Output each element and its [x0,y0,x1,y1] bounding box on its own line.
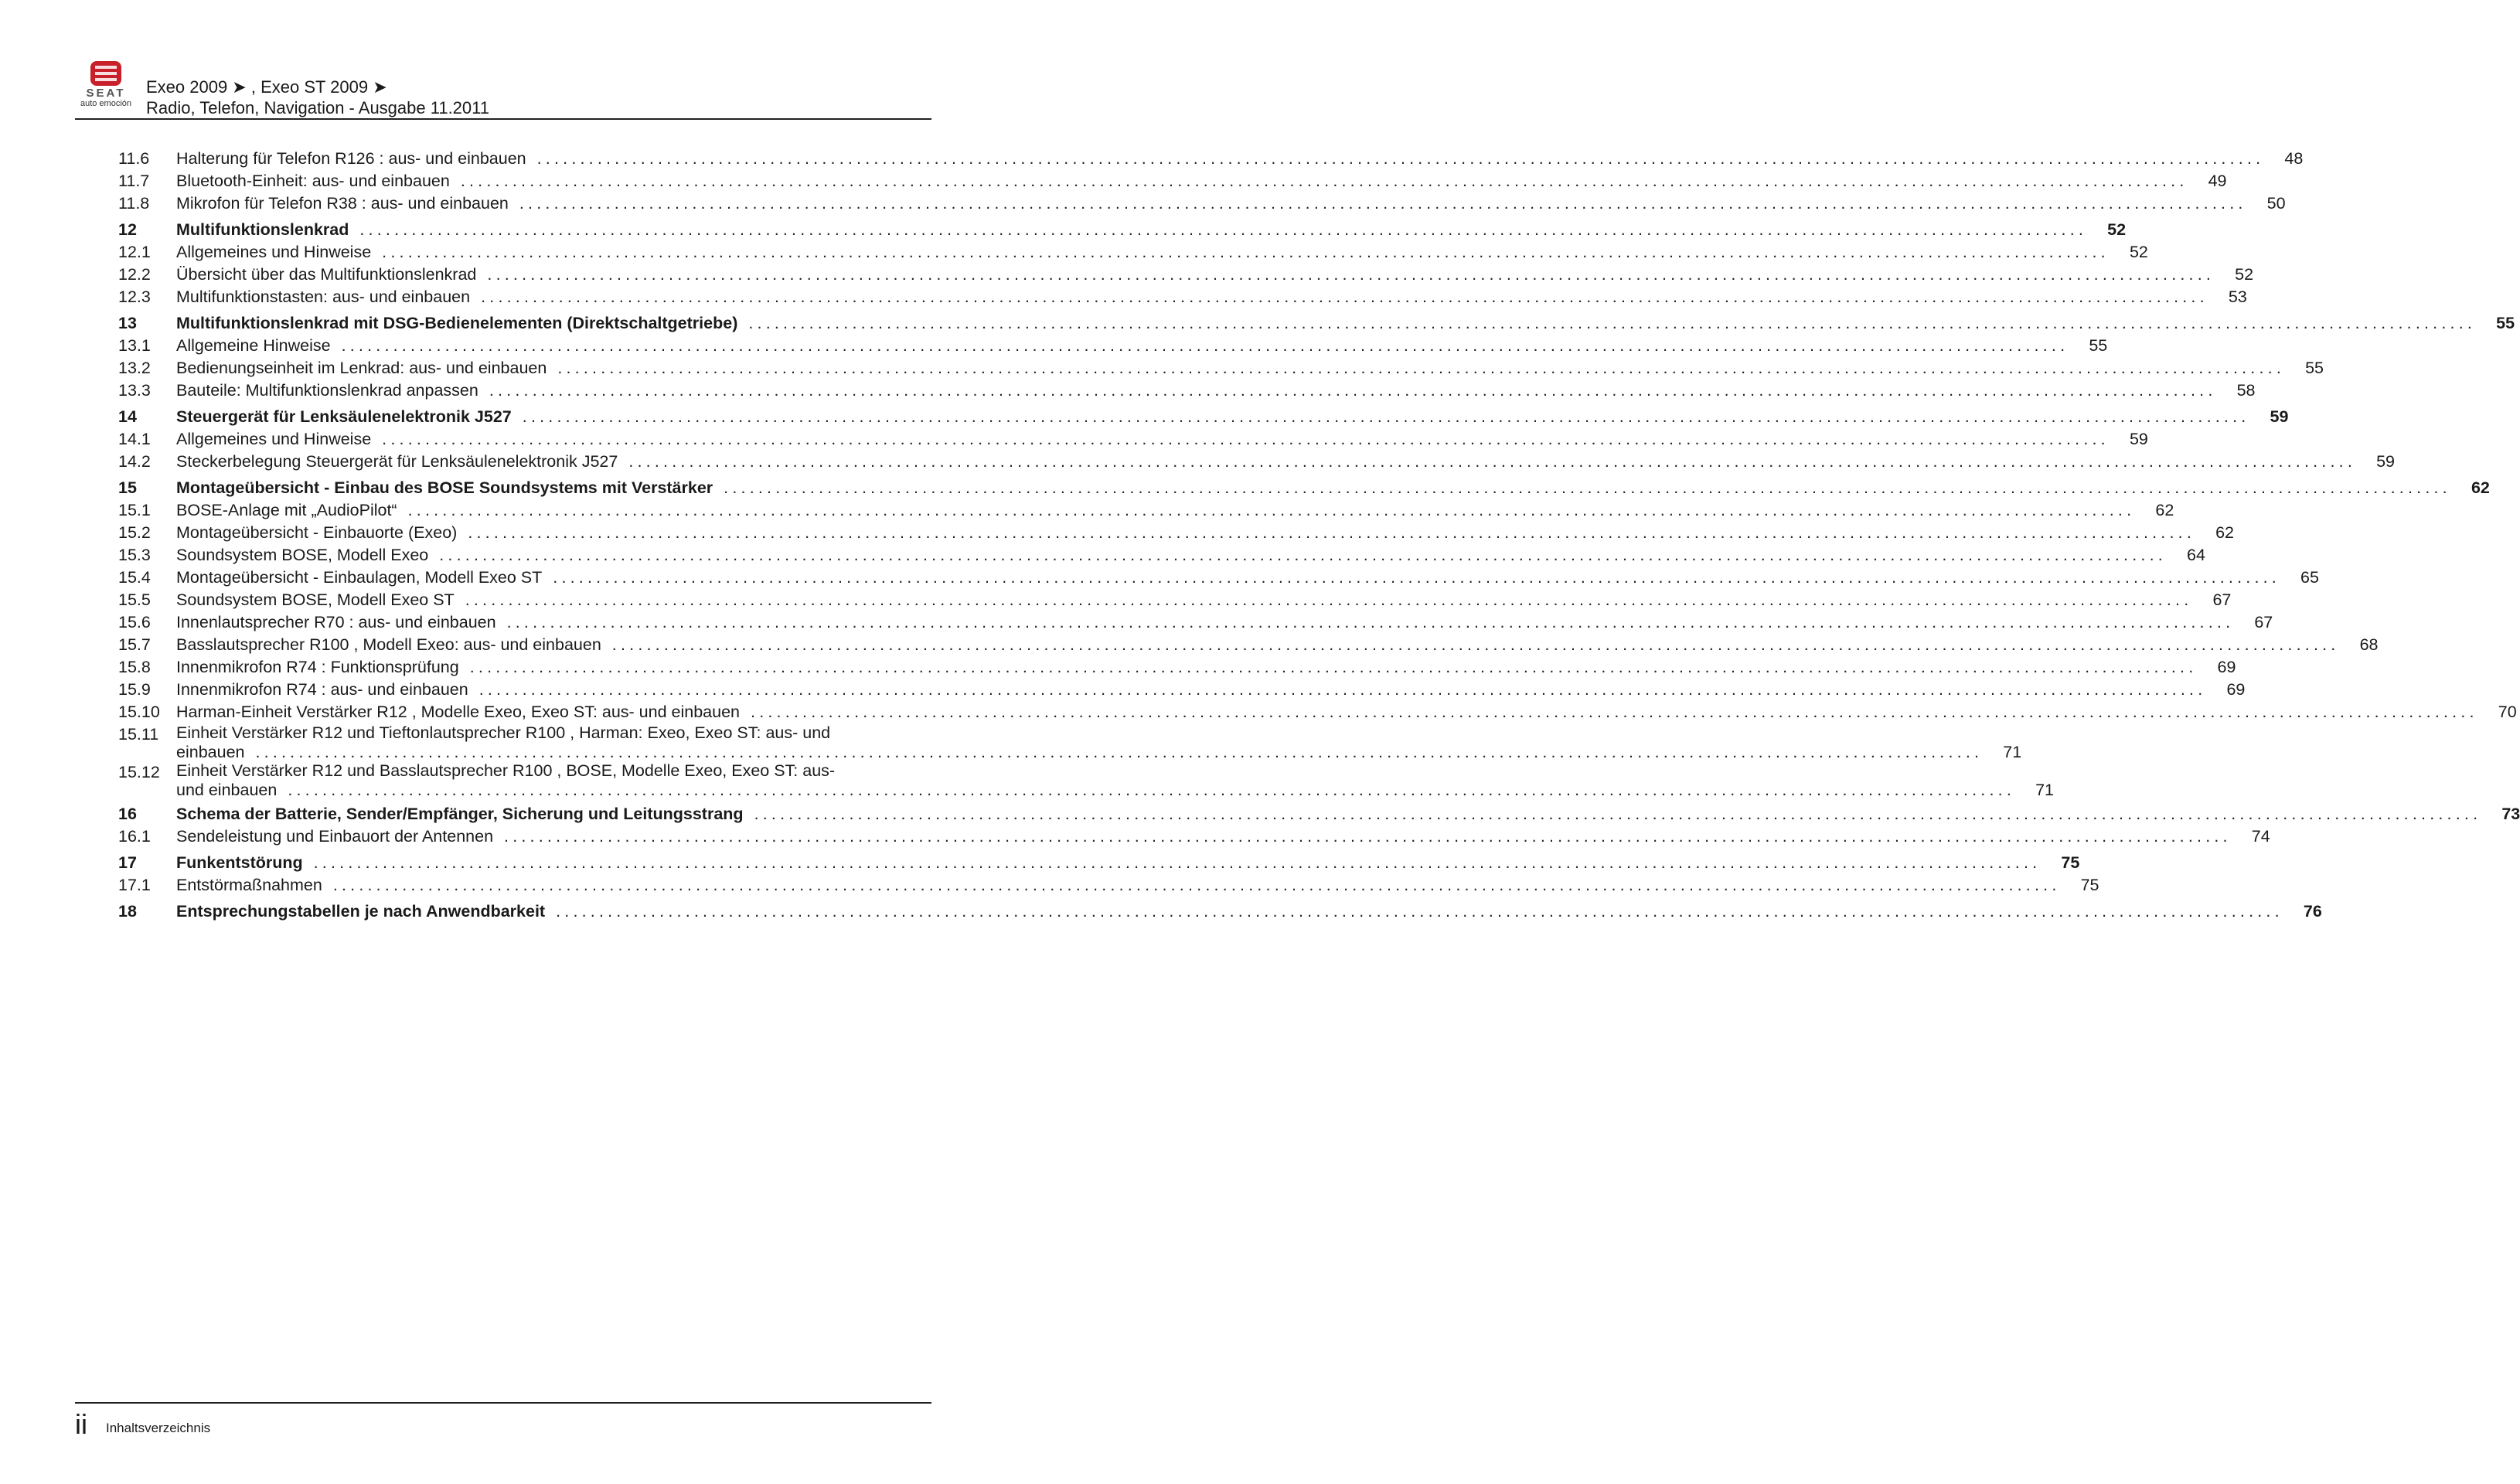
toc-section-entry[interactable] [118,589,2232,611]
toc-entry-page: 76 [2303,902,2322,921]
toc-section-entry[interactable] [118,544,2205,567]
toc-entry-number: 15.9 [118,680,151,699]
toc-entry-number: 15 [118,478,137,497]
toc-entry-title: Sendeleistung und Einbauort der Antennen [176,827,494,846]
toc-chapter-entry[interactable] [118,312,2515,335]
dot-leader: ........................................................................................................................................................................................................ [465,591,2193,609]
dot-leader: ........................................................................................................................................................................................................ [332,876,2061,894]
toc-entry-title: Bauteile: Multifunktionslenkrad anpassen [176,381,478,400]
toc-entry-page: 73 [2501,805,2520,823]
toc-entry-title: Innenmikrofon R74 : Funktionsprüfung [176,658,459,676]
dot-leader: ........................................................................................................................................................................................................ [359,220,2088,239]
toc-entry-title: Allgemeines und Hinweise [176,430,372,448]
footer-divider [75,1402,931,1404]
toc-entry-number: 16.1 [118,827,151,846]
dot-leader: ........................................................................................................................................................................................................ [557,359,2286,377]
toc-entry-title: Harman-Einheit Verstärker R12 , Modelle Exeo, Exeo ST: aus- und einbauen [176,703,741,721]
toc-entry-page: 48 [2284,149,2304,168]
toc-section-entry[interactable] [118,634,2379,656]
toc-entry-title: BOSE-Anlage mit „AudioPilot“ [176,501,397,519]
toc-entry-number: 17 [118,853,137,872]
toc-entry-number: 15.7 [118,635,151,654]
toc-section-entry[interactable] [118,825,2270,848]
toc-entry-page: 59 [2270,407,2289,426]
toc-entry-number: 15.11 [118,725,159,744]
toc-entry-page: 71 [2035,781,2055,799]
dot-leader: ........................................................................................................................................................................................................ [556,902,2283,921]
dot-leader: ........................................................................................................................................................................................................ [504,827,2232,846]
toc-entry-page: 69 [2217,658,2236,676]
toc-entry-number: 14.1 [118,430,151,448]
dot-leader: ........................................................................................................................................................................................................ [487,265,2215,284]
footer-page-number: ii [75,1408,87,1440]
toc-section-entry[interactable] [118,264,2254,286]
toc-section-entry[interactable] [118,148,2304,170]
toc-entry-page: 74 [2251,827,2270,846]
toc-entry-page: 55 [2496,314,2515,332]
dot-leader: ........................................................................................................................................................................................................ [469,658,2198,676]
document-title: Exeo 2009 ➤ , Exeo ST 2009 ➤ [146,77,387,97]
toc-section-entry[interactable] [118,611,2273,634]
toc-entry-number: 15.8 [118,658,151,676]
toc-entry-number: 12.2 [118,265,151,284]
dot-leader: ........................................................................................................................................................................................................ [536,149,2265,168]
toc-entry-page: 52 [2235,265,2254,284]
dot-leader: ........................................................................................................................................................................................................ [439,546,2167,564]
toc-entry-page: 59 [2129,430,2148,448]
toc-entry-title: Soundsystem BOSE, Modell Exeo [176,546,429,564]
toc-entry-page: 50 [2266,194,2286,213]
toc-entry-number: 14.2 [118,452,151,471]
toc-entry-number: 17.1 [118,876,151,894]
toc-chapter-entry[interactable] [118,406,2289,428]
dot-leader: ........................................................................................................................................................................................................ [489,381,2217,400]
dot-leader: ........................................................................................................................................................................................................ [255,743,1984,761]
toc-entry-number: 15.2 [118,523,151,542]
toc-entry-page: 68 [2359,635,2379,654]
toc-entry-title: Allgemeines und Hinweise [176,243,372,261]
toc-entry-number: 15.5 [118,591,151,609]
toc-section-entry[interactable] [118,170,2227,192]
toc-entry-number: 13.3 [118,381,151,400]
toc-entry-page: 62 [2155,501,2174,519]
dot-leader: ........................................................................................................................................................................................................ [468,523,2195,542]
toc-entry-number: 18 [118,902,137,921]
dot-leader: ........................................................................................................................................................................................................ [481,288,2208,306]
toc-entry-title: Steuergerät für Lenksäulenelektronik J527 [176,407,512,426]
toc-entry-page: 55 [2305,359,2324,377]
toc-entry-number: 11.8 [118,194,150,213]
toc-entry-number: 15.3 [118,546,151,564]
toc-entry-title: Schema der Batterie, Sender/Empfänger, Sicherung und Leitungsstrang [176,805,744,823]
toc-entry-title-continued: einbauen [176,743,245,761]
toc-entry-page: 67 [2254,613,2273,631]
toc-entry-number: 15.1 [118,501,151,519]
dot-leader: ........................................................................................................................................................................................................ [313,853,2042,872]
header-divider [75,118,931,120]
toc-entry-title: Soundsystem BOSE, Modell Exeo ST [176,591,455,609]
seat-emblem-icon [89,60,123,87]
toc-entry-number: 15.12 [118,763,160,781]
toc-entry-page: 69 [2226,680,2246,699]
toc-entry-title: Allgemeine Hinweise [176,336,331,355]
toc-section-entry[interactable] [118,241,2148,264]
toc-entry-number: 13 [118,314,137,332]
dot-leader: ........................................................................................................................................................................................................ [288,781,2016,799]
toc-entry-number: 12.3 [118,288,151,306]
toc-entry-page: 52 [2107,220,2127,239]
dot-leader: ........................................................................................................................................................................................................ [724,478,2451,497]
toc-entry-number: 13.2 [118,359,151,377]
toc-entry-page: 67 [2212,591,2232,609]
toc-entry-title: Entstörmaßnahmen [176,876,322,894]
toc-section-entry[interactable] [118,567,2319,589]
toc-entry-page: 75 [2080,876,2099,894]
dot-leader: ........................................................................................................................................................................................................ [478,680,2207,699]
dot-leader: ........................................................................................................................................................................................................ [519,194,2247,213]
dot-leader: ........................................................................................................................................................................................................ [341,336,2069,355]
toc-section-entry[interactable] [118,656,2236,679]
toc-section-entry[interactable] [118,679,2246,701]
toc-entry-number: 14 [118,407,137,426]
toc-entry-number: 12 [118,220,137,239]
toc-entry-title: Multifunktionslenkrad [176,220,349,239]
toc-section-entry[interactable] [118,761,2055,799]
toc-entry-title: Mikrofon für Telefon R38 : aus- und einbauen [176,194,509,213]
dot-leader: ........................................................................................................................................................................................................ [611,635,2340,654]
toc-entry-number: 11.6 [118,149,150,168]
table-of-contents [118,148,2520,923]
dot-leader: ........................................................................................................................................................................................................ [522,407,2250,426]
toc-entry-title: Steckerbelegung Steuergerät für Lenksäulenelektronik J527 [176,452,618,471]
toc-entry-title-continued: und einbauen [176,781,278,799]
toc-entry-title: Multifunktionstasten: aus- und einbauen [176,288,471,306]
toc-section-entry[interactable] [118,428,2148,451]
page-header [75,60,931,119]
toc-entry-title: Einheit Verstärker R12 und Tieftonlautsprecher R100 , Harman: Exeo, Exeo ST: aus- und [176,723,831,742]
toc-entry-page: 70 [2498,703,2517,721]
toc-entry-number: 15.6 [118,613,151,631]
toc-entry-title: Entsprechungstabellen je nach Anwendbarkeit [176,902,546,921]
toc-entry-title: Funkentstörung [176,853,303,872]
toc-entry-page: 55 [2089,336,2108,355]
toc-entry-page: 75 [2061,853,2080,872]
dot-leader: ........................................................................................................................................................................................................ [506,613,2235,631]
toc-chapter-entry[interactable] [118,852,2080,874]
logo-tagline: auto emoción [80,99,132,108]
dot-leader: ........................................................................................................................................................................................................ [751,703,2478,721]
toc-entry-page: 59 [2376,452,2396,471]
toc-section-entry[interactable] [118,522,2234,544]
toc-section-entry[interactable] [118,192,2286,215]
dot-leader: ........................................................................................................................................................................................................ [754,805,2482,823]
toc-entry-title: Bluetooth-Einheit: aus- und einbauen [176,172,450,190]
toc-entry-page: 62 [2215,523,2234,542]
toc-chapter-entry[interactable] [118,900,2322,923]
toc-entry-number: 15.10 [118,703,160,721]
toc-entry-title: Montageübersicht - Einbau des BOSE Soundsystems mit Verstärker [176,478,713,497]
toc-entry-page: 49 [2208,172,2227,190]
toc-entry-number: 13.1 [118,336,151,355]
toc-section-entry[interactable] [118,723,2022,761]
toc-section-entry[interactable] [118,499,2174,522]
seat-logo [75,60,137,110]
toc-entry-number: 12.1 [118,243,151,261]
footer-section-label: Inhaltsverzeichnis [106,1421,211,1435]
toc-section-entry[interactable] [118,451,2396,473]
toc-entry-number: 16 [118,805,137,823]
dot-leader: ........................................................................................................................................................................................................ [553,568,2280,587]
toc-entry-title: Montageübersicht - Einbaulagen, Modell Exeo ST [176,568,543,587]
toc-entry-page: 52 [2129,243,2148,261]
toc-entry-number: 11.7 [118,172,150,190]
document-subtitle: Radio, Telefon, Navigation - Ausgabe 11.2011 [146,98,489,117]
toc-entry-title: Multifunktionslenkrad mit DSG-Bedienelementen (Direktschaltgetriebe) [176,314,738,332]
toc-chapter-entry[interactable] [118,219,2127,241]
toc-entry-page: 64 [2187,546,2205,564]
toc-entry-page: 53 [2228,288,2247,306]
toc-entry-title: Halterung für Telefon R126 : aus- und einbauen [176,149,526,168]
dot-leader: ........................................................................................................................................................................................................ [460,172,2188,190]
toc-entry-title: Bedienungseinheit im Lenkrad: aus- und einbauen [176,359,547,377]
toc-chapter-entry[interactable] [118,803,2520,825]
toc-section-entry[interactable] [118,357,2324,380]
toc-entry-title: Einheit Verstärker R12 und Basslautsprecher R100 , BOSE, Modelle Exeo, Exeo ST: aus- [176,761,836,780]
toc-entry-title: Montageübersicht - Einbauorte (Exeo) [176,523,458,542]
toc-section-entry[interactable] [118,286,2247,308]
dot-leader: ........................................................................................................................................................................................................ [748,314,2477,332]
dot-leader: ........................................................................................................................................................................................................ [382,243,2110,261]
toc-entry-title: Basslautsprecher R100 , Modell Exeo: aus- und einbauen [176,635,601,654]
logo-wordmark: SEAT [86,87,126,100]
toc-section-entry[interactable] [118,701,2517,723]
toc-section-entry[interactable] [118,874,2099,897]
toc-entry-title: Innenmikrofon R74 : aus- und einbauen [176,680,468,699]
toc-entry-title: Innenlautsprecher R70 : aus- und einbauen [176,613,496,631]
dot-leader: ........................................................................................................................................................................................................ [407,501,2136,519]
toc-entry-title: Übersicht über das Multifunktionslenkrad [176,265,477,284]
toc-entry-page: 58 [2236,381,2256,400]
dot-leader: ........................................................................................................................................................................................................ [628,452,2357,471]
toc-entry-number: 15.4 [118,568,151,587]
toc-section-entry[interactable] [118,335,2108,357]
dot-leader: ........................................................................................................................................................................................................ [382,430,2110,448]
toc-section-entry[interactable] [118,380,2256,402]
toc-entry-page: 71 [2003,743,2022,761]
toc-entry-page: 65 [2300,568,2319,587]
toc-entry-page: 62 [2471,478,2490,497]
toc-chapter-entry[interactable] [118,477,2490,499]
